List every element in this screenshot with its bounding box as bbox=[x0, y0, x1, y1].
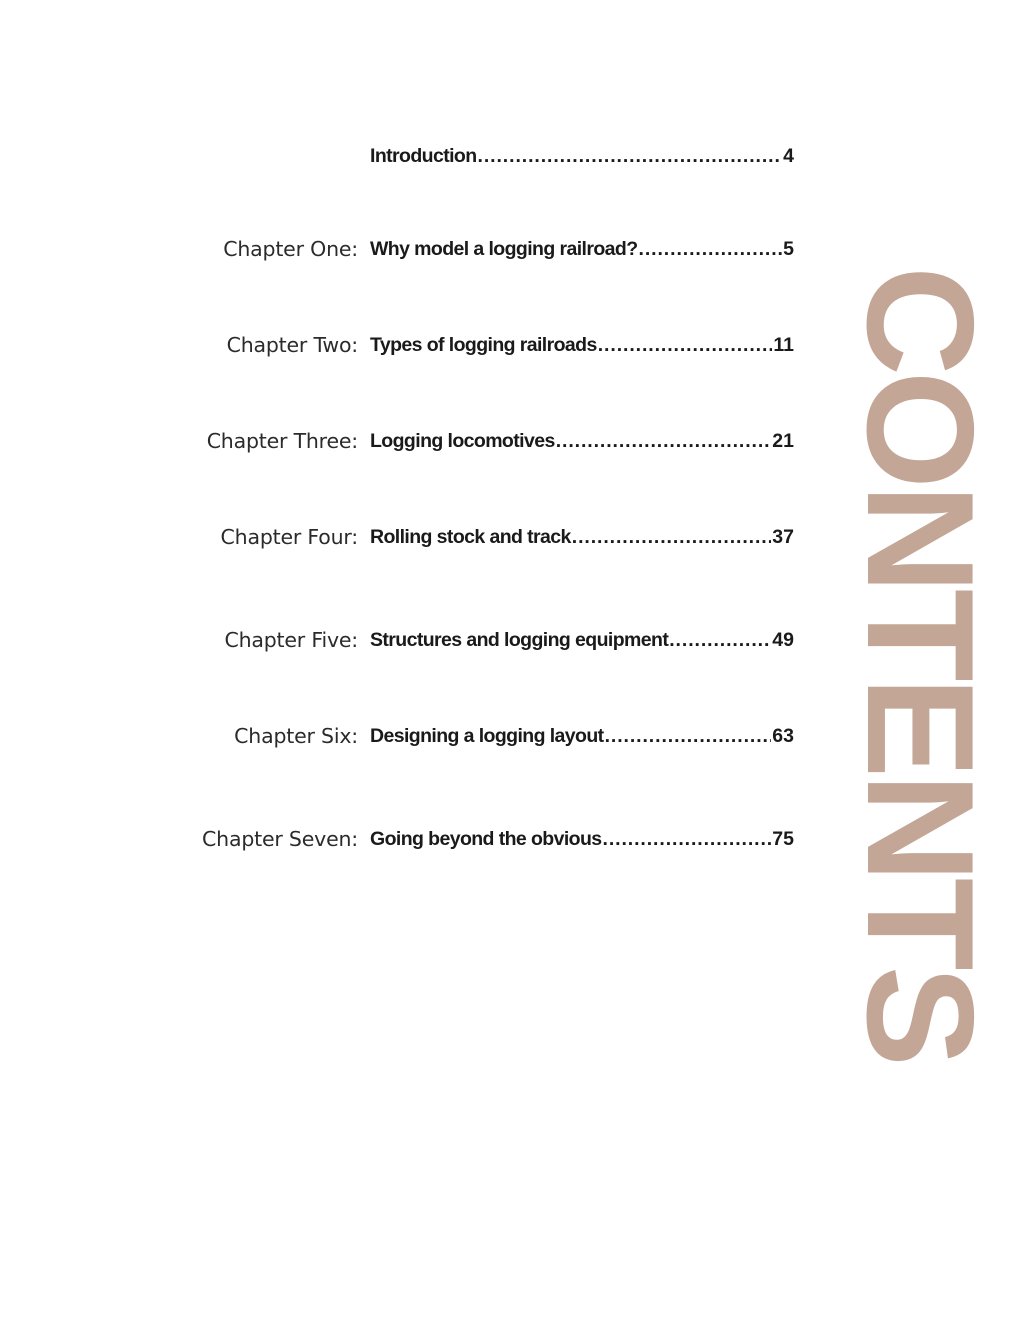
dot-leader bbox=[478, 136, 783, 176]
toc-entry[interactable] bbox=[370, 716, 794, 756]
entry-title: Rolling stock and track bbox=[370, 526, 571, 548]
toc-entry[interactable] bbox=[370, 421, 794, 461]
page-number: 75 bbox=[772, 828, 794, 850]
contents-heading bbox=[835, 266, 1005, 1062]
toc-entry[interactable] bbox=[370, 136, 794, 176]
entry-title: Designing a logging layout bbox=[370, 725, 604, 747]
dot-leader bbox=[598, 325, 773, 365]
chapter-label: Chapter Six: bbox=[234, 724, 358, 748]
chapter-label: Chapter Five: bbox=[224, 628, 358, 652]
page-number: 63 bbox=[772, 725, 794, 747]
chapter-label: Chapter Seven: bbox=[202, 827, 358, 851]
toc-entry[interactable] bbox=[370, 229, 794, 269]
page-number: 11 bbox=[773, 334, 794, 356]
entry-title: Types of logging railroads bbox=[370, 334, 597, 356]
toc-entry-introduction[interactable] bbox=[0, 136, 1020, 176]
chapter-label: Chapter One: bbox=[223, 237, 358, 261]
page-number: 49 bbox=[772, 629, 794, 651]
page-number: 5 bbox=[783, 238, 794, 260]
dot-leader bbox=[603, 819, 772, 859]
dot-leader bbox=[669, 620, 771, 660]
chapter-label: Chapter Four: bbox=[220, 525, 358, 549]
entry-title: Introduction bbox=[370, 145, 477, 167]
entry-title: Why model a logging railroad? bbox=[370, 238, 638, 260]
toc-entry-chapter-one[interactable] bbox=[0, 229, 1020, 269]
chapter-label: Chapter Two: bbox=[226, 333, 358, 357]
entry-title: Logging locomotives bbox=[370, 430, 555, 452]
toc-entry[interactable] bbox=[370, 517, 794, 557]
contents-heading-text: CONTENTS bbox=[835, 266, 1005, 1062]
toc-entry[interactable] bbox=[370, 819, 794, 859]
dot-leader bbox=[556, 421, 772, 461]
dot-leader bbox=[572, 517, 772, 557]
page-number: 21 bbox=[772, 430, 794, 452]
dot-leader bbox=[639, 229, 783, 269]
chapter-label: Chapter Three: bbox=[206, 429, 358, 453]
entry-title: Structures and logging equipment bbox=[370, 629, 669, 651]
toc-entry[interactable] bbox=[370, 620, 794, 660]
page-number: 4 bbox=[783, 145, 794, 167]
page-number: 37 bbox=[772, 526, 794, 548]
toc-entry[interactable] bbox=[370, 325, 794, 365]
entry-title: Going beyond the obvious bbox=[370, 828, 602, 850]
dot-leader bbox=[605, 716, 772, 756]
